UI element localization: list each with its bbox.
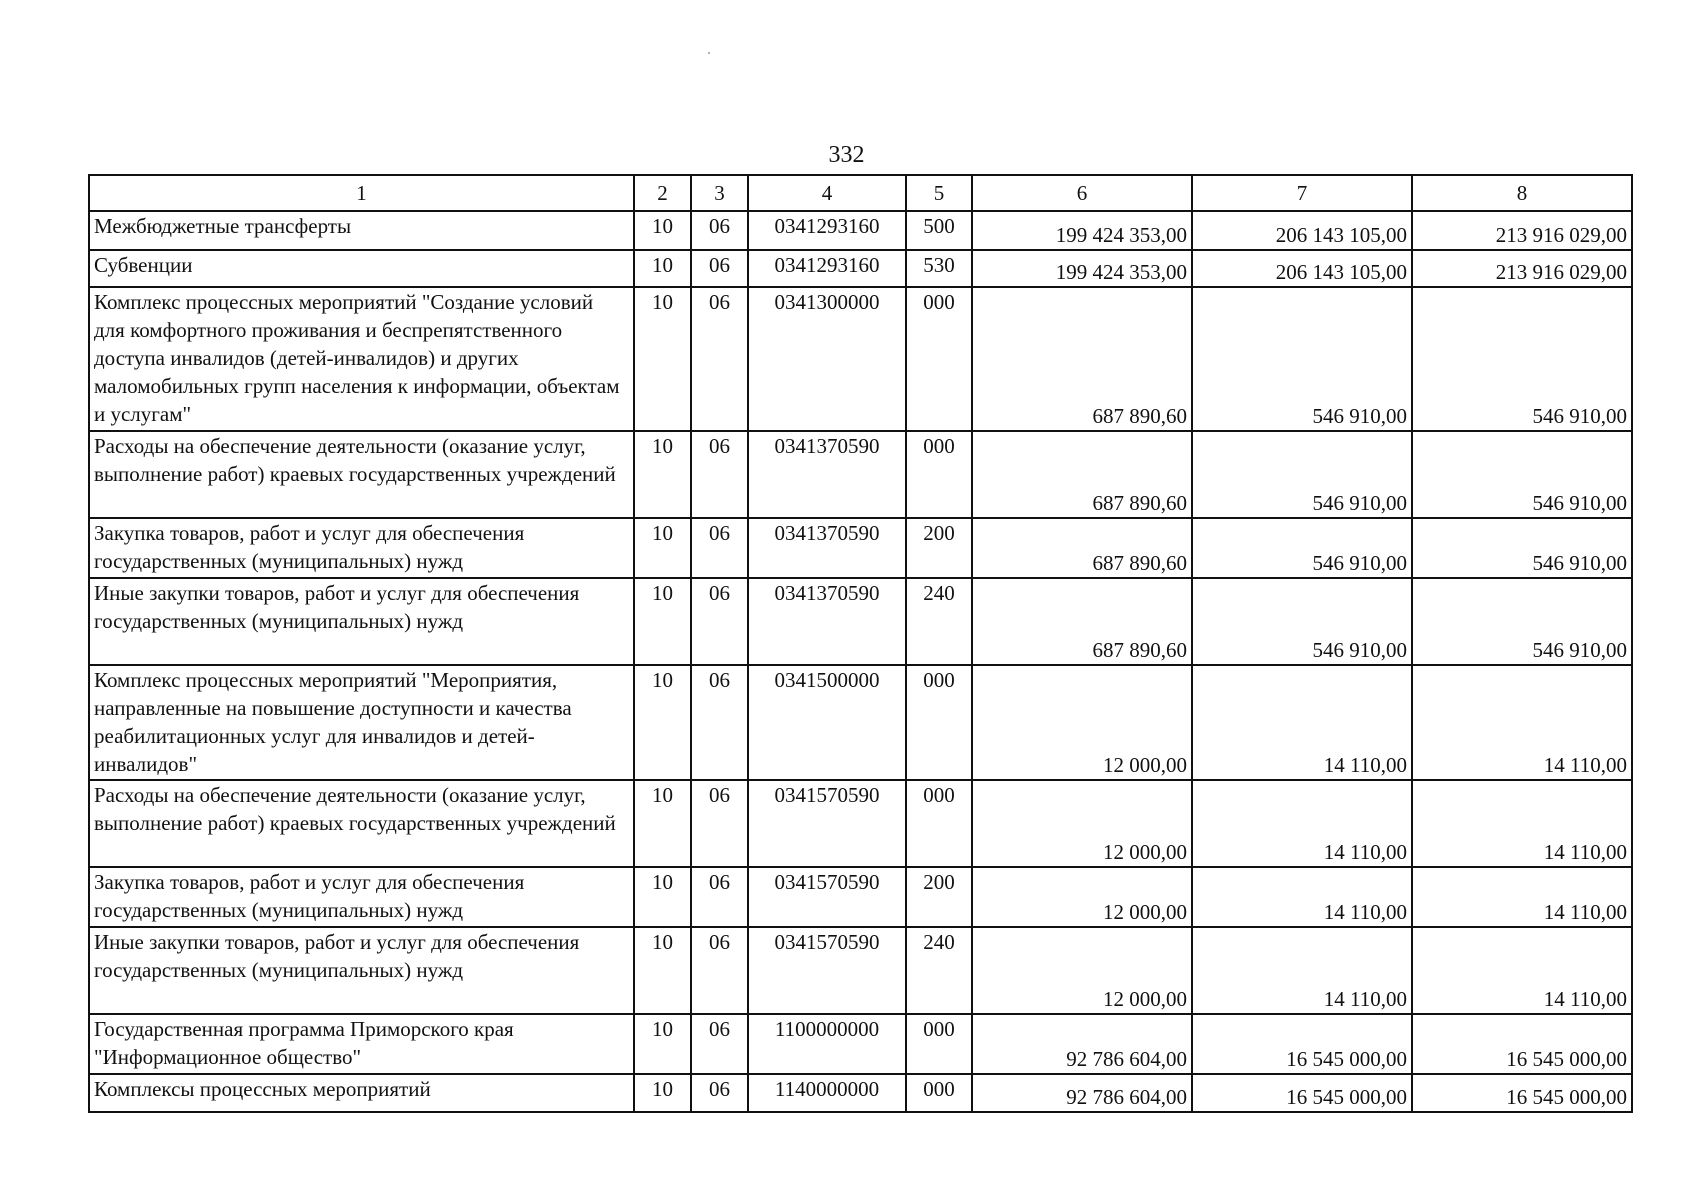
amount-col8-cell: 213 916 029,00 [1412,211,1632,250]
section-code-cell: 10 [634,518,691,578]
amount-col8-cell: 14 110,00 [1412,780,1632,867]
section-code-cell: 10 [634,665,691,780]
expense-type-cell: 000 [906,665,972,780]
amount-col8-cell: 546 910,00 [1412,518,1632,578]
row-name-cell: Комплекс процессных мероприятий "Создание условий для комфортного проживания и беспрепятственного доступа инвалидов (детей-инвалидов) и других маломобильных групп населения к информации, объектам и услугам" [89,287,634,431]
amount-col6-cell: 199 424 353,00 [972,250,1192,287]
table-row [89,250,1632,287]
amount-col6-cell: 687 890,60 [972,431,1192,518]
expense-type-cell: 000 [906,1074,972,1112]
header-cell: 2 [634,175,691,211]
section-code-cell: 10 [634,780,691,867]
section-code-cell: 10 [634,1014,691,1074]
table-row [89,867,1632,927]
expense-type-cell: 000 [906,287,972,431]
section-code-cell: 10 [634,250,691,287]
amount-col8-cell: 213 916 029,00 [1412,250,1632,287]
amount-col7-cell: 14 110,00 [1192,927,1412,1014]
row-name-cell: Закупка товаров, работ и услуг для обеспечения государственных (муниципальных) нужд [89,867,634,927]
subsection-code-cell: 06 [691,250,748,287]
target-article-cell: 1100000000 [748,1014,906,1074]
amount-col8-cell: 546 910,00 [1412,578,1632,665]
row-name-cell: Иные закупки товаров, работ и услуг для обеспечения государственных (муниципальных) нужд [89,578,634,665]
section-code-cell: 10 [634,867,691,927]
expense-type-cell: 000 [906,780,972,867]
target-article-cell: 0341500000 [748,665,906,780]
amount-col6-cell: 199 424 353,00 [972,211,1192,250]
section-code-cell: 10 [634,211,691,250]
amount-col6-cell: 687 890,60 [972,578,1192,665]
table-row [89,780,1632,867]
target-article-cell: 0341300000 [748,287,906,431]
amount-col7-cell: 14 110,00 [1192,867,1412,927]
table-row [89,927,1632,1014]
row-name-cell: Расходы на обеспечение деятельности (оказание услуг, выполнение работ) краевых государственных учреждений [89,780,634,867]
subsection-code-cell: 06 [691,211,748,250]
target-article-cell: 0341570590 [748,780,906,867]
section-code-cell: 10 [634,927,691,1014]
table-row [89,578,1632,665]
target-article-cell: 0341370590 [748,518,906,578]
amount-col6-cell: 12 000,00 [972,780,1192,867]
expense-type-cell: 500 [906,211,972,250]
amount-col7-cell: 546 910,00 [1192,578,1412,665]
amount-col7-cell: 16 545 000,00 [1192,1014,1412,1074]
expense-type-cell: 240 [906,927,972,1014]
header-cell: 5 [906,175,972,211]
expense-type-cell: 200 [906,518,972,578]
amount-col7-cell: 14 110,00 [1192,780,1412,867]
subsection-code-cell: 06 [691,665,748,780]
amount-col6-cell: 12 000,00 [972,665,1192,780]
expense-type-cell: 530 [906,250,972,287]
section-code-cell: 10 [634,287,691,431]
amount-col6-cell: 92 786 604,00 [972,1014,1192,1074]
amount-col8-cell: 14 110,00 [1412,867,1632,927]
table-row [89,431,1632,518]
row-name-cell: Комплексы процессных мероприятий [89,1074,634,1112]
target-article-cell: 0341570590 [748,927,906,1014]
row-name-cell: Комплекс процессных мероприятий "Мероприятия, направленные на повышение доступности и качества реабилитационных услуг для инвалидов и детей-инвалидов" [89,665,634,780]
header-cell: 4 [748,175,906,211]
amount-col6-cell: 687 890,60 [972,518,1192,578]
table-row [89,665,1632,780]
table-row [89,287,1632,431]
expense-type-cell: 000 [906,431,972,518]
amount-col8-cell: 546 910,00 [1412,431,1632,518]
amount-col7-cell: 546 910,00 [1192,431,1412,518]
row-name-cell: Государственная программа Приморского края "Информационное общество" [89,1014,634,1074]
header-cell: 1 [89,175,634,211]
amount-col7-cell: 206 143 105,00 [1192,211,1412,250]
amount-col6-cell: 12 000,00 [972,927,1192,1014]
header-cell: 3 [691,175,748,211]
amount-col8-cell: 14 110,00 [1412,665,1632,780]
target-article-cell: 0341293160 [748,250,906,287]
amount-col7-cell: 206 143 105,00 [1192,250,1412,287]
amount-col7-cell: 14 110,00 [1192,665,1412,780]
header-cell: 7 [1192,175,1412,211]
amount-col8-cell: 16 545 000,00 [1412,1074,1632,1112]
section-code-cell: 10 [634,578,691,665]
subsection-code-cell: 06 [691,1074,748,1112]
subsection-code-cell: 06 [691,431,748,518]
amount-col7-cell: 546 910,00 [1192,518,1412,578]
target-article-cell: 0341293160 [748,211,906,250]
target-article-cell: 0341570590 [748,867,906,927]
table-row [89,1074,1632,1112]
table-row [89,518,1632,578]
subsection-code-cell: 06 [691,518,748,578]
section-code-cell: 10 [634,431,691,518]
row-name-cell: Межбюджетные трансферты [89,211,634,250]
header-cell: 8 [1412,175,1632,211]
subsection-code-cell: 06 [691,780,748,867]
expense-type-cell: 200 [906,867,972,927]
subsection-code-cell: 06 [691,867,748,927]
amount-col7-cell: 546 910,00 [1192,287,1412,431]
scan-speck [708,52,710,54]
subsection-code-cell: 06 [691,1014,748,1074]
expense-type-cell: 240 [906,578,972,665]
subsection-code-cell: 06 [691,287,748,431]
amount-col6-cell: 92 786 604,00 [972,1074,1192,1112]
subsection-code-cell: 06 [691,578,748,665]
budget-table [88,174,1633,1113]
row-name-cell: Иные закупки товаров, работ и услуг для обеспечения государственных (муниципальных) нужд [89,927,634,1014]
amount-col8-cell: 546 910,00 [1412,287,1632,431]
row-name-cell: Субвенции [89,250,634,287]
row-name-cell: Закупка товаров, работ и услуг для обеспечения государственных (муниципальных) нужд [89,518,634,578]
row-name-cell: Расходы на обеспечение деятельности (оказание услуг, выполнение работ) краевых государственных учреждений [89,431,634,518]
expense-type-cell: 000 [906,1014,972,1074]
table-row [89,211,1632,250]
target-article-cell: 0341370590 [748,431,906,518]
target-article-cell: 0341370590 [748,578,906,665]
amount-col7-cell: 16 545 000,00 [1192,1074,1412,1112]
header-cell: 6 [972,175,1192,211]
amount-col6-cell: 687 890,60 [972,287,1192,431]
table-row [89,1014,1632,1074]
amount-col6-cell: 12 000,00 [972,867,1192,927]
amount-col8-cell: 14 110,00 [1412,927,1632,1014]
page-number: 332 [828,142,865,168]
subsection-code-cell: 06 [691,927,748,1014]
section-code-cell: 10 [634,1074,691,1112]
column-number-row [89,175,1632,211]
amount-col8-cell: 16 545 000,00 [1412,1014,1632,1074]
target-article-cell: 1140000000 [748,1074,906,1112]
